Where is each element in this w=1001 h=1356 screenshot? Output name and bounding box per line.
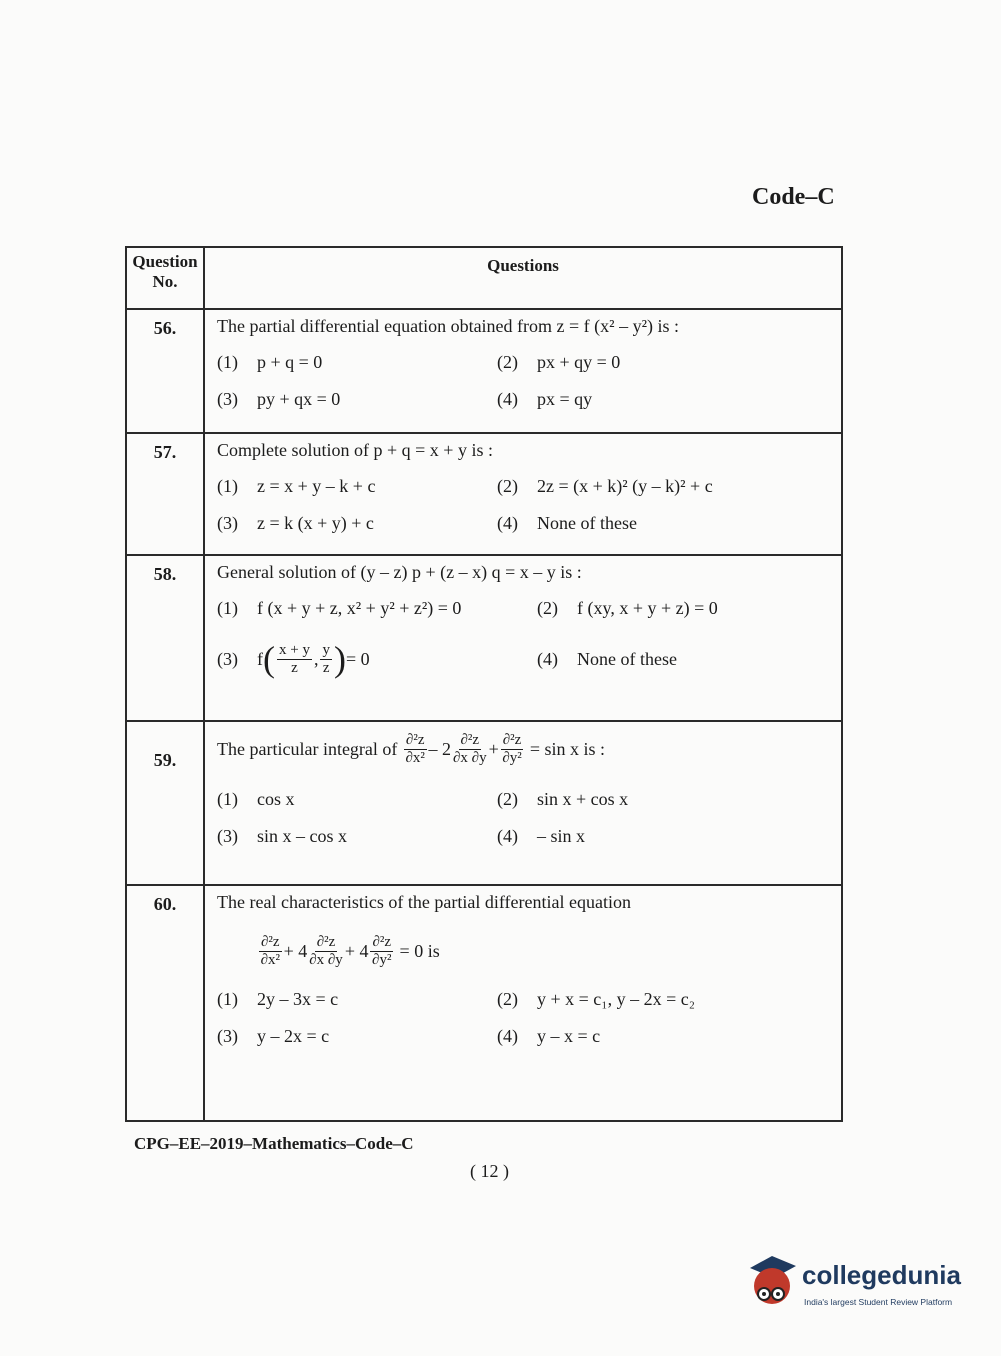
- question-text: General solution of (y – z) p + (z – x) q = x – y is :: [217, 562, 582, 582]
- paper-code: Code–C: [752, 184, 835, 210]
- question-row-60: [126, 885, 842, 1121]
- option-1: (1) p + q = 0: [217, 352, 323, 372]
- question-number: 60.: [126, 885, 204, 1121]
- logo-name: collegedunia: [802, 1260, 961, 1290]
- option-4: (4) y – x = c: [497, 1026, 601, 1046]
- question-text: The real characteristics of the partial differential equation: [217, 892, 631, 912]
- pde-equation: $\frac{\text{∂²z}}{\text{∂x²}}$ + 4 $\frac{\text{∂²z}}{\partial x \partial y}$ + 4 $\frac{\text{∂²z}}{\text{∂y²}}$ = 0 is: [260, 934, 440, 968]
- option-1: (1) 2y – 3x = c: [217, 989, 339, 1009]
- questions-header: Questions: [204, 247, 842, 309]
- options: [217, 598, 831, 677]
- option-4: (4) None of these: [537, 648, 677, 669]
- qno-header: Question No.: [126, 247, 204, 309]
- option-4: (4) None of these: [497, 513, 637, 533]
- table-header-row: [126, 247, 842, 309]
- option-3: (3) f ( $\frac{x + y}{z}$ , $\frac{y}{z}$ ) = 0: [217, 639, 370, 679]
- option-2: (2) y + x = c₁, y – 2x = c₂: [497, 989, 695, 1009]
- collegedunia-logo: [744, 1250, 974, 1320]
- option-3-equation: f ( $\frac{x + y}{z}$ , $\frac{y}{z}$ ) = 0: [257, 639, 370, 679]
- option-2: (2) f (xy, x + y + z) = 0: [537, 598, 718, 618]
- option-3: (3) z = k (x + y) + c: [217, 513, 374, 533]
- option-4: (4) px = qy: [497, 389, 593, 409]
- option-1: (1) f (x + y + z, x² + y² + z²) = 0: [217, 598, 462, 618]
- question-row-59: [126, 721, 842, 885]
- question-number: 58.: [126, 555, 204, 721]
- options: [217, 352, 831, 410]
- questions-table: [125, 246, 843, 1122]
- logo-tagline: India's largest Student Review Platform: [804, 1297, 953, 1307]
- option-3: (3) y – 2x = c: [217, 1026, 330, 1046]
- option-3: (3) py + qx = 0: [217, 389, 341, 409]
- options: [217, 989, 831, 1047]
- question-row-58: [126, 555, 842, 721]
- question-number: 59.: [126, 721, 204, 885]
- option-2: (2) px + qy = 0: [497, 352, 621, 372]
- option-1: (1) cos x: [217, 789, 295, 809]
- option-1: (1) z = x + y – k + c: [217, 476, 376, 496]
- question-number: 57.: [126, 433, 204, 555]
- page-number: ( 12 ): [470, 1161, 509, 1181]
- option-2: (2) 2z = (x + k)² (y – k)² + c: [497, 476, 713, 496]
- options: [217, 789, 831, 847]
- option-3: (3) sin x – cos x: [217, 826, 347, 846]
- question-number: 56.: [126, 309, 204, 433]
- option-4: (4) – sin x: [497, 826, 586, 846]
- question-text: The partial differential equation obtained from z = f (x² – y²) is :: [217, 316, 679, 336]
- question-text: The particular integral of $\frac{\text{∂²z}}{\text{∂x²}}$ – 2 $\frac{\text{∂²z}}{\partial x \partial y}$ + $\frac{\text{∂²z}}{\text{∂y²}}$ = sin x is :: [217, 732, 605, 766]
- option-2: (2) sin x + cos x: [497, 789, 629, 809]
- question-row-56: [126, 309, 842, 433]
- question-row-57: [126, 433, 842, 555]
- document-code: CPG–EE–2019–Mathematics–Code–C: [134, 1134, 414, 1153]
- mascot-icon: [744, 1250, 800, 1312]
- question-text: Complete solution of p + q = x + y is :: [217, 440, 493, 460]
- options: [217, 476, 831, 534]
